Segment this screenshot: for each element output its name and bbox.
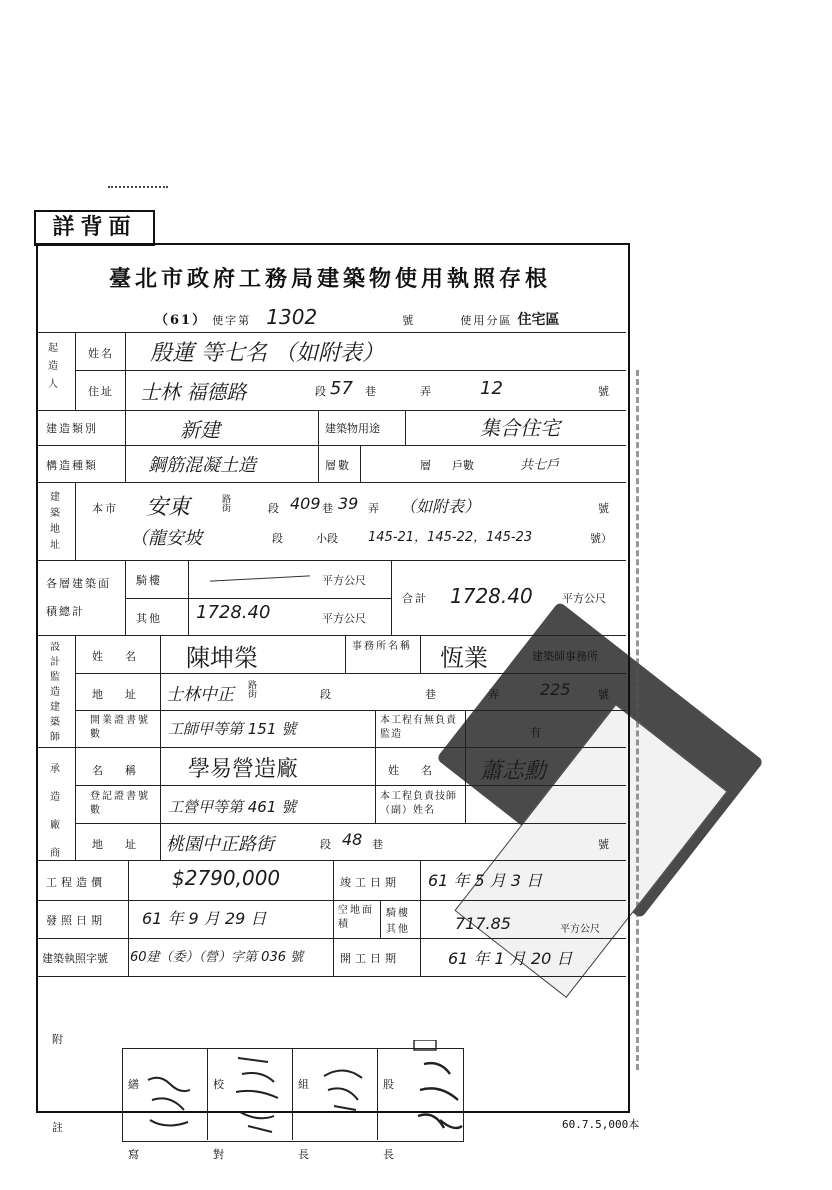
site-city-label: 本市 — [92, 502, 118, 515]
site-no-label: 號 — [598, 502, 611, 515]
year-prefix: （61） — [155, 313, 208, 328]
office-label: 事務所名稱 — [352, 641, 412, 652]
site-lot-value: （龍安坡 — [130, 528, 202, 549]
architect-road-label: 路街 — [248, 681, 260, 700]
completion-label: 竣工日期 — [340, 876, 400, 889]
architect-section-label: 設計監造建築師 — [50, 642, 62, 743]
site-alley-value: 39 — [338, 494, 359, 513]
builder-name-label: 姓名 — [88, 347, 114, 360]
architect-name-value: 陳坤榮 — [186, 644, 258, 672]
architect-address-label: 地址 — [92, 688, 158, 701]
cost-value: $2790,000 — [172, 866, 281, 890]
total-unit: 平方公尺 — [562, 592, 606, 605]
note-label: 附註 — [52, 1033, 65, 1134]
print-code: 60.7.5,000本 — [562, 1118, 640, 1131]
issue-label: 發照日期 — [46, 914, 106, 927]
office-value: 恆業 — [440, 644, 488, 672]
open-other-label: 其他 — [386, 924, 410, 935]
completion-value: 61 年 5 月 3 日 — [428, 871, 543, 890]
sign-label-2: 組長 — [298, 1078, 311, 1161]
households-value: 共七戶 — [520, 458, 560, 473]
area-section-label: 各層建築面積總計 — [46, 577, 111, 618]
signature-scribble-4 — [410, 1040, 470, 1144]
site-lane-value: 409 — [290, 494, 321, 513]
cost-label: 工程造價 — [46, 876, 106, 889]
arcade-unit: 平方公尺 — [322, 574, 366, 587]
site-note-value: （如附表） — [400, 497, 481, 516]
site-lot-sub-label: 小段 — [316, 532, 338, 545]
total-value: 1728.40 — [450, 584, 533, 608]
responsible-value: 有 — [530, 726, 543, 739]
structure-label: 構造種類 — [46, 459, 98, 472]
builder-address-sec: 段 — [315, 385, 328, 398]
total-label: 合計 — [402, 592, 428, 605]
office-suffix: 建築師事務所 — [532, 650, 598, 663]
arcade-label: 騎樓 — [136, 574, 162, 587]
site-lot-sec-label: 段 — [272, 532, 285, 545]
scan-artifact-top — [108, 186, 168, 196]
permit-value: 60建（委）（營）字第 036 號 — [130, 950, 304, 965]
site-lane-label: 巷 — [322, 502, 335, 515]
contractor-name-value: 學易營造廠 — [188, 757, 299, 782]
floors-label: 層數 — [325, 459, 351, 472]
contractor-cert-label: 登記證書號數 — [90, 791, 150, 816]
architect-lane-label: 巷 — [425, 688, 438, 701]
site-district-value: 安東 — [146, 495, 191, 520]
other-unit: 平方公尺 — [322, 612, 366, 625]
other-value: 1728.40 — [196, 602, 271, 623]
contractor-lane-label: 巷 — [372, 838, 385, 851]
sign-label-1: 校對 — [213, 1078, 226, 1161]
builder-name-value: 殷蓮 等七名 （如附表） — [150, 341, 384, 366]
contractor-cert-value: 工營甲等第 461 號 — [168, 798, 297, 816]
start-label: 開工日期 — [340, 952, 400, 965]
contractor-address-label: 地址 — [92, 838, 158, 851]
builder-lane-value: 57 — [330, 378, 353, 399]
contractor-name-label: 名稱 — [92, 764, 158, 777]
site-lot-no-label: 號） — [590, 532, 612, 545]
number-suffix: 號 — [402, 314, 416, 327]
start-value: 61 年 1 月 20 日 — [448, 949, 573, 968]
zone-label: 使用分區 — [460, 314, 513, 327]
contractor-sec-label: 段 — [320, 838, 333, 851]
structure-value: 鋼筋混凝土造 — [148, 455, 256, 476]
builder-address-label: 住址 — [88, 385, 114, 398]
builder-address-value: 士林 福德路 — [140, 380, 247, 404]
builder-no-value: 12 — [480, 378, 503, 399]
license-number-line — [155, 305, 559, 329]
open-area-label: 空地面積 — [338, 905, 374, 930]
license-no-label: 使字第 — [212, 314, 252, 327]
architect-address-value: 士林中正 — [166, 685, 234, 705]
builder-section-label: 起造人 — [48, 343, 60, 390]
contractor-section-label: 承造廠商 — [50, 764, 62, 859]
engineer-label: 本工程負責技師（副）姓名 — [380, 791, 457, 816]
contractor-person-value: 蕭志勳 — [480, 759, 547, 784]
use-value: 集合住宅 — [480, 416, 560, 440]
architect-no-value: 225 — [540, 680, 571, 699]
site-lot-numbers: 145-21，145-22，145-23 — [368, 530, 533, 545]
category-value: 新建 — [180, 418, 220, 442]
signature-scribble-2 — [228, 1052, 288, 1136]
detail-back-tab: 詳背面 — [34, 210, 155, 246]
architect-sec-label: 段 — [320, 688, 333, 701]
builder-no-label: 號 — [598, 385, 611, 398]
architect-alley-label: 弄 — [488, 688, 501, 701]
form-title: 臺北市政府工務局建築物使用執照存根 — [108, 266, 551, 292]
architect-cert-value: 工師甲等第 151 號 — [168, 720, 297, 738]
zone-value: 住宅區 — [517, 312, 560, 328]
open-other-value: 717.85 — [455, 914, 511, 933]
contractor-person-label: 姓名 — [388, 764, 454, 777]
right-margin-marks — [636, 370, 669, 1070]
open-arcade-label: 騎樓 — [386, 908, 410, 919]
use-label: 建築物用途 — [325, 422, 380, 435]
sign-label-3: 股長 — [383, 1078, 396, 1161]
site-alley-label: 弄 — [368, 502, 381, 515]
contractor-no-label: 號 — [598, 838, 611, 851]
builder-alley-label: 弄 — [420, 385, 433, 398]
site-road-label: 路街 — [222, 495, 234, 514]
contractor-lane-value: 48 — [342, 830, 363, 849]
sign-label-0: 繕寫 — [128, 1078, 141, 1161]
open-unit: 平方公尺 — [560, 924, 600, 935]
households-label: 戶數 — [452, 459, 474, 472]
issue-value: 61 年 9 月 29 日 — [142, 909, 267, 928]
floors-unit: 層 — [420, 459, 433, 472]
responsible-label: 本工程有無負責監造 — [380, 715, 457, 740]
category-label: 建造類別 — [46, 422, 98, 435]
signature-scribble-3 — [318, 1056, 374, 1116]
builder-lane-label: 巷 — [365, 385, 378, 398]
signature-scribble-1 — [140, 1070, 200, 1136]
architect-no-label: 號 — [598, 688, 611, 701]
license-no-value: 1302 — [266, 305, 318, 329]
site-section-label: 建築地址 — [50, 492, 62, 551]
contractor-address-value: 桃園中正路街 — [166, 834, 274, 855]
permit-label: 建築執照字號 — [42, 952, 108, 965]
architect-cert-label: 開業證書號數 — [90, 715, 150, 740]
other-label: 其他 — [136, 612, 162, 625]
architect-name-label: 姓名 — [92, 650, 158, 663]
site-sec-label: 段 — [268, 502, 281, 515]
